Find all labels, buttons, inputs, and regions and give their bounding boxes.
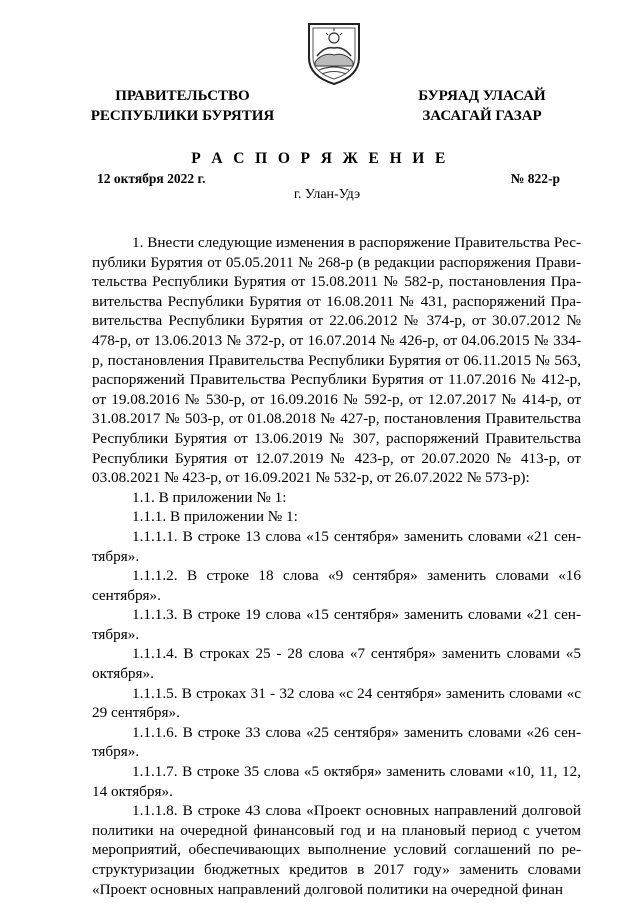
document-type: Р А С П О Р Я Ж Е Н И Е <box>191 150 449 167</box>
paragraph: 1.1.1.8. В строке 43 слова «Проект основных направлений долговой политики на очередной финансовый год и на плановый период с учетом мероприятий, обеспечивающих выполнение условий соглашений по реструктуризации бюджетных кредитов в 2017 году» заменить словами «Проект основных направлений долговой политики на очередной финан <box>92 802 581 898</box>
paragraph: 1.1.1.3. В строке 19 слова «15 сентября» заменить словами «21 сентября». <box>92 606 581 643</box>
paragraph: 1.1.1.2. В строке 18 слова «9 сентября» заменить словами «16 сентября». <box>92 567 581 604</box>
paragraph: 1.1.1.6. В строке 33 слова «25 сентября» заменить словами «26 сентября». <box>92 723 581 761</box>
coat-of-arms-icon <box>305 18 363 86</box>
paragraph: 1.1. В приложении № 1: <box>132 488 287 506</box>
issuer-name-buryat <box>402 86 562 126</box>
paragraph: 1.1.1.7. В строке 35 слова «5 октября» заменить словами «10, 11, 12, 14 октября». <box>92 763 581 800</box>
document-city: г. Улан-Удэ <box>293 187 361 202</box>
paragraph: 1.1.1.1. В строке 13 слова «15 сентября» заменить словами «21 сентября». <box>92 527 581 565</box>
issuer-name-russian <box>80 86 285 126</box>
paragraph: 1.1.1.4. В строках 25 - 28 слова «7 сентября» заменить словами «5 октября». <box>92 645 581 683</box>
issuer-line: РЕСПУБЛИКИ БУРЯТИЯ <box>90 108 275 124</box>
document-number: № 822-р <box>510 171 560 186</box>
paragraph: 1.1.1. В приложении № 1: <box>132 508 298 526</box>
issuer-line: ЗАСАГАЙ ГАЗАР <box>422 108 542 124</box>
document-body <box>92 233 581 899</box>
issuer-line: ПРАВИТЕЛЬСТВО <box>115 88 250 104</box>
paragraph: 1. Внести следующие изменения в распоряжение Правительства Республики Бурятия от 05.05.2011 № 268-р (в редакции распоряжения Правительства Республики Бурятия от 15.08.2011 № 582-р, постановления Правительства Республики Бурятия от 16.08.2011 № 431, распоряжений Правительства Республики Бурятия от 22.06.2012 № 374-р, от 30.07.2012 № 478-р, от 13.06.2013 № 372-р, от 16.07.2014 № 426-р, от 04.06.2015 № 334-р, постановления Правительства Республики Бурятия от 06.11.2015 № 563, распоряжений Правительства Республики Бурятия от 11.07.2016 № 412-р, от 19.08.2016 № 530-р, от 16.09.2016 № 592-р, от 12.07.2017 № 414-р, от 31.08.2017 № 503-р, от 01.08.2018 № 427-р, постановления Правительства Республики Бурятия от 13.06.2019 № 307, распоряжений Правительства Республики Бурятия от 12.07.2019 № 423-р, от 20.07.2020 № 413-р, от 03.08.2021 № 423-р, от 16.09.2021 № 532-р, от 26.07.2022 № 573-р): <box>92 234 581 487</box>
paragraph: 1.1.1.5. В строках 31 - 32 слова «с 24 сентября» заменить словами «с 29 сентября». <box>92 684 581 722</box>
issuer-line: БУРЯАД УЛАСАЙ <box>418 88 546 104</box>
document-date: 12 октября 2022 г. <box>97 171 206 186</box>
